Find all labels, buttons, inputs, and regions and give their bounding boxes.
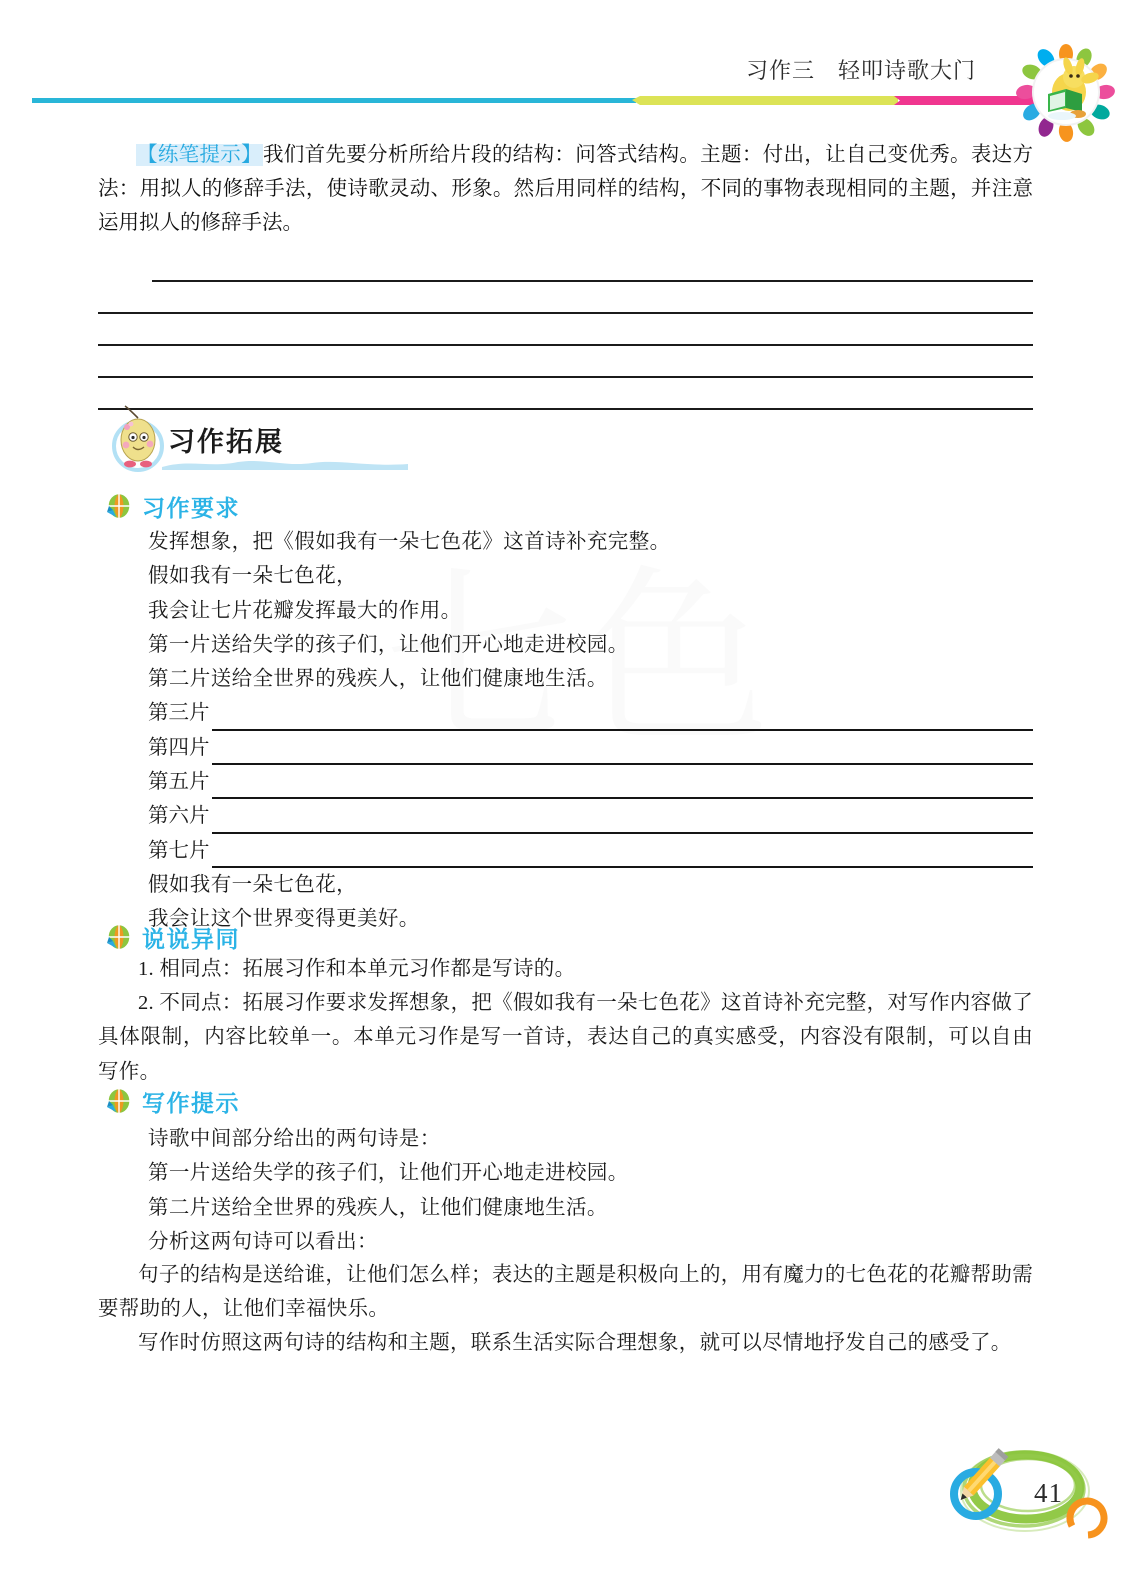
fill-in-label: 第三片 xyxy=(148,702,210,725)
fill-in-row[interactable] xyxy=(148,731,1033,765)
practice-tip-text: 我们首先要分析所给片段的结构：问答式结构。主题：付出，让自己变优秀。表达方法：用拟人的修辞手法，使诗歌灵动、形象。然后用同样的结构，不同的事物表现相同的主题，并注意运用拟人的修辞手法。 xyxy=(98,144,1034,234)
writing-line[interactable] xyxy=(98,314,1033,346)
header-rule-cyan-segment xyxy=(32,98,636,103)
poem-line: 我会让七片花瓣发挥最大的作用。 xyxy=(148,599,462,622)
subheading-label: 说说异同 xyxy=(142,926,240,952)
tip-line: 诗歌中间部分给出的两句诗是： xyxy=(148,1128,441,1150)
fill-in-blank[interactable] xyxy=(212,702,1034,731)
section-underline-wave xyxy=(160,458,410,471)
globe-cursor-icon xyxy=(104,1088,132,1116)
fill-in-label: 第六片 xyxy=(148,805,210,828)
globe-cursor-icon xyxy=(104,493,132,521)
writing-line[interactable] xyxy=(98,346,1033,378)
writing-line[interactable] xyxy=(98,282,1033,314)
writing-tip-paragraph: 句子的结构是送给谁，让他们怎么样；表达的主题是积极向上的，用有魔力的七色花的花瓣帮助需要帮助的人，让他们幸福快乐。 xyxy=(98,1264,1033,1321)
poem-line: 我会让这个世界变得更美好。 xyxy=(148,908,420,931)
practice-tip-paragraph xyxy=(98,138,1033,240)
writing-line[interactable] xyxy=(152,250,1033,282)
tip-line: 分析这两句诗可以看出： xyxy=(148,1230,378,1253)
section-header-writing-extension xyxy=(100,402,520,474)
fill-in-blank[interactable] xyxy=(212,770,1034,799)
globe-cursor-icon xyxy=(104,924,132,952)
page-title: 习作三 轻叩诗歌大门 xyxy=(745,58,976,83)
fill-in-label: 第四片 xyxy=(148,736,210,759)
page-number: 41 xyxy=(1034,1478,1063,1508)
tip-line: 第二片送给全世界的残疾人，让他们健康地生活。 xyxy=(148,1196,608,1219)
bunny-reading-book-icon xyxy=(1012,42,1120,142)
blank-writing-lines[interactable] xyxy=(98,250,1033,410)
fill-in-row[interactable] xyxy=(148,696,1033,730)
requirement-intro: 发挥想象，把《假如我有一朵七色花》这首诗补充完整。 xyxy=(148,531,671,553)
fill-in-row[interactable] xyxy=(148,799,1033,833)
header-rule xyxy=(32,95,1032,107)
poem-line: 假如我有一朵七色花， xyxy=(148,873,357,896)
writing-tip-paragraph: 写作时仿照这两句诗的结构和主题，联系生活实际合理想象，就可以尽情地抒发自己的感受了。 xyxy=(138,1332,1012,1354)
tip-line: 第一片送给失学的孩子们，让他们开心地走进校园。 xyxy=(148,1162,629,1185)
page-header xyxy=(0,0,1128,130)
section-title: 习作拓展 xyxy=(168,427,284,457)
fill-in-blank[interactable] xyxy=(212,805,1034,834)
practice-tip-label: 【练笔提示】 xyxy=(137,144,262,166)
fill-in-label: 第五片 xyxy=(148,771,210,794)
fill-in-row[interactable] xyxy=(148,765,1033,799)
compare-item: 2. 不同点：拓展习作要求发挥想象，把《假如我有一朵七色花》这首诗补充完整，对写作内容做了具体限制，内容比较单一。本单元习作是写一首诗，表达自己的真实感受，内容没有限制，可以自由写作。 xyxy=(98,992,1033,1083)
header-rule-lime-segment xyxy=(632,96,898,105)
subheading-label: 写作提示 xyxy=(142,1090,240,1116)
poem-line: 假如我有一朵七色花， xyxy=(148,565,357,588)
writing-tips-lines xyxy=(148,1122,1033,1259)
footer-decoration xyxy=(938,1442,1128,1570)
page-footer xyxy=(938,1442,1128,1570)
fill-in-blank[interactable] xyxy=(212,736,1034,765)
fill-in-label: 第七片 xyxy=(148,839,210,862)
poem-line: 第一片送给失学的孩子们，让他们开心地走进校园。 xyxy=(148,633,629,656)
poem-line: 第二片送给全世界的残疾人，让他们健康地生活。 xyxy=(148,668,608,691)
fill-in-blank[interactable] xyxy=(212,839,1034,868)
subheading-label: 习作要求 xyxy=(142,495,240,521)
fill-in-row[interactable] xyxy=(148,834,1033,868)
requirement-block xyxy=(148,525,1033,937)
compare-item: 1. 相同点：拓展习作和本单元习作都是写诗的。 xyxy=(138,958,576,980)
